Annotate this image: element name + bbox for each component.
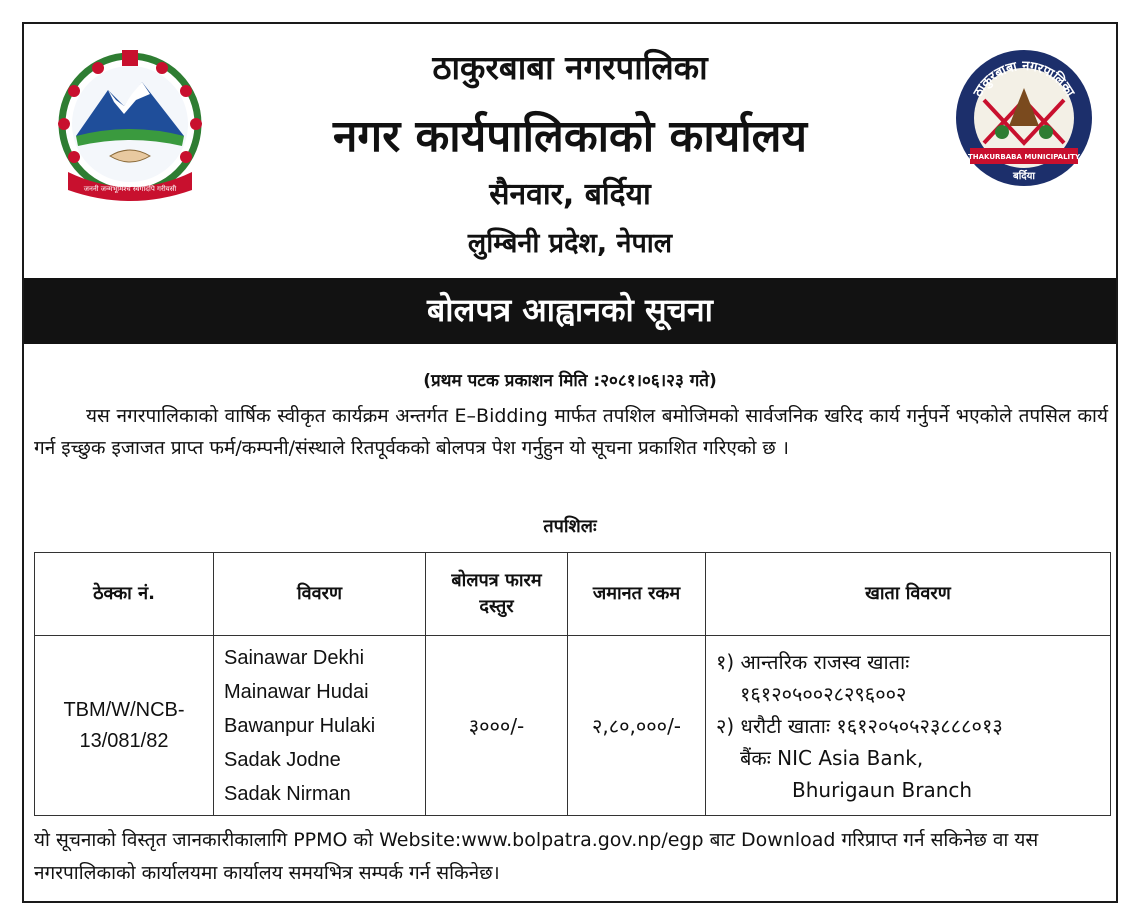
- account-details-cell: [706, 636, 1111, 816]
- table-header-row: [35, 553, 1111, 636]
- notice-title-banner: बोलपत्र आह्वानको सूचना: [24, 278, 1116, 344]
- revenue-account-label: १) आन्तरिक राजस्व खाताः: [716, 649, 910, 674]
- notice-frame: [22, 22, 1118, 903]
- office-location: सैनवार, बर्दिया: [489, 177, 651, 212]
- publication-date: (प्रथम पटक प्रकाशन मिति :२०८१।०६।२३ गते): [423, 371, 717, 391]
- revenue-account-number: १६१२०५००२८२९६००२: [740, 681, 907, 706]
- contract-number-line2: 13/081/82: [79, 729, 169, 752]
- header-contract-no: ठेक्का नं.: [35, 553, 214, 636]
- header-security-amount: जमानत रकम: [568, 553, 706, 636]
- contract-number-cell: [35, 636, 214, 816]
- description-line: Sadak Jodne: [224, 748, 341, 771]
- description-line: Mainawar Hudai: [224, 680, 369, 703]
- seal-bottom-text: बर्दिया: [1013, 171, 1035, 182]
- bank-branch: Bhurigaun Branch: [792, 777, 973, 802]
- header-description: विवरण: [214, 553, 426, 636]
- deposit-account: २) धरौटी खाताः १६१२०५०५२३८८८०१३: [716, 713, 1003, 738]
- schedule-label: तपशिलः: [543, 516, 597, 537]
- header-form-fee-line2: दस्तुर: [479, 596, 514, 617]
- security-amount-cell: २,८०,०००/-: [568, 636, 706, 816]
- office-name: नगर कार्यपालिकाको कार्यालय: [333, 111, 807, 162]
- bank-name: बैंकः NIC Asia Bank,: [740, 745, 924, 770]
- description-cell: [214, 636, 426, 816]
- header-form-fee-line1: बोलपत्र फारम: [451, 570, 542, 591]
- table-row: [35, 636, 1111, 816]
- letterhead: [24, 24, 1116, 274]
- contract-number-line1: TBM/W/NCB-: [63, 698, 185, 721]
- header-account-details: खाता विवरण: [706, 553, 1111, 636]
- form-fee-cell: ३०००/-: [426, 636, 568, 816]
- municipality-seal-icon: [954, 48, 1094, 188]
- description-line: Sainawar Dekhi: [224, 646, 365, 669]
- seal-band-text: THAKURBABA MUNICIPALITY: [967, 153, 1081, 161]
- footer-note: यो सूचनाको विस्तृत जानकारीकालागि PPMO को Website:www.bolpatra.gov.np/egp बाट Download गरिप्राप्त गर्न सकिनेछ वा यस नगरपालिकाको कार्यालयमा कार्यालय समयभित्र सम्पर्क गर्न सकिनेछ।: [34, 829, 1039, 884]
- tender-details-table: [34, 552, 1111, 816]
- description-line: Bawanpur Hulaki: [224, 714, 376, 737]
- emblem-motto: जननी जन्मभूमिश्च स्वर्गादपि गरीयसी: [83, 185, 177, 193]
- province-country: लुम्बिनी प्रदेश, नेपाल: [467, 228, 673, 259]
- header-form-fee: [426, 553, 568, 636]
- description-line: Sadak Nirman: [224, 782, 351, 805]
- notice-intro-paragraph: यस नगरपालिकाको वार्षिक स्वीकृत कार्यक्रम अन्तर्गत E–Bidding मार्फत तपशिल बमोजिमको सार्वजनिक खरिद कार्य गर्नुपर्ने भएकोले तपसिल कार्य गर्न इच्छुक इजाजत प्राप्त फर्म/कम्पनी/संस्थाले रितपूर्वकको बोलपत्र पेश गर्नुहुन यो सूचना प्रकाशित गरिएको छ ।: [34, 405, 1108, 459]
- seal-top-text: ठाकुरबाबा नगरपालिका: [970, 58, 1078, 100]
- municipality-name: ठाकुरबाबा नगरपालिका: [432, 48, 708, 87]
